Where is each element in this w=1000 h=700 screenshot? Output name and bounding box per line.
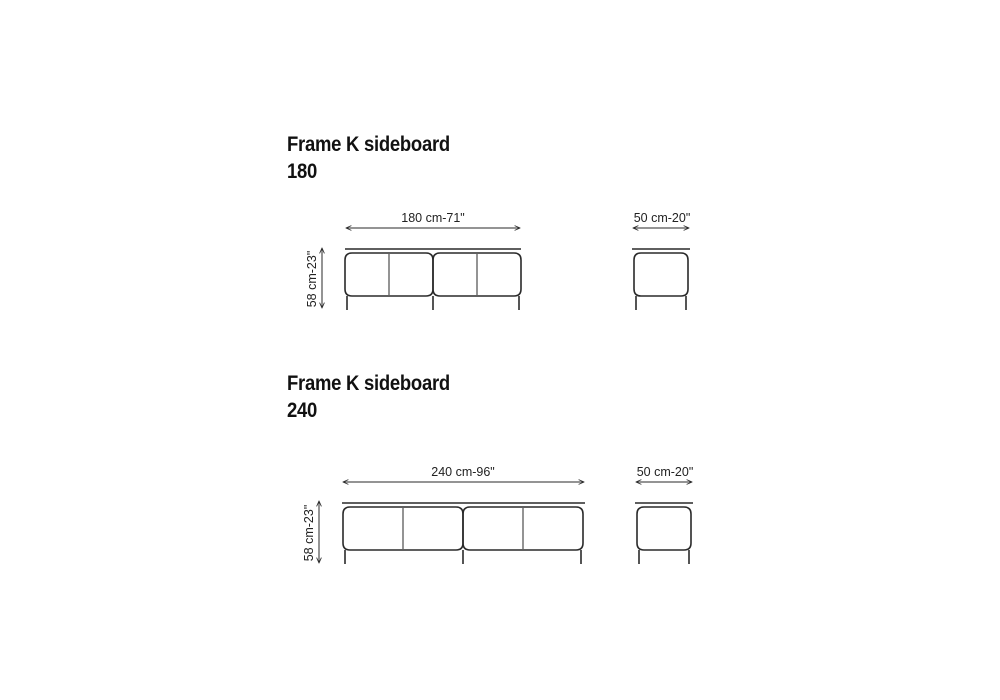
depth-dimension-label: 50 cm-20"	[636, 465, 694, 479]
cabinet-side	[637, 507, 691, 550]
side-view-180	[632, 249, 690, 310]
product-name: Frame K sideboard	[287, 133, 450, 156]
width-dimension-label: 180 cm-71"	[401, 211, 465, 225]
side-view-240	[635, 503, 693, 564]
height-dimension-label: 58 cm-23"	[302, 504, 316, 562]
front-view-240	[342, 503, 585, 564]
product-size: 180	[287, 160, 318, 183]
front-view-180	[345, 249, 521, 310]
width-dimension-label: 240 cm-96"	[431, 465, 495, 479]
product-name: Frame K sideboard	[287, 372, 450, 395]
depth-dimension-label: 50 cm-20"	[633, 211, 691, 225]
sideboard-240-group	[302, 465, 693, 564]
product-size: 240	[287, 399, 318, 422]
height-dimension-label: 58 cm-23"	[305, 250, 319, 308]
sideboard-180-group	[305, 211, 690, 310]
cabinet-side	[634, 253, 688, 296]
